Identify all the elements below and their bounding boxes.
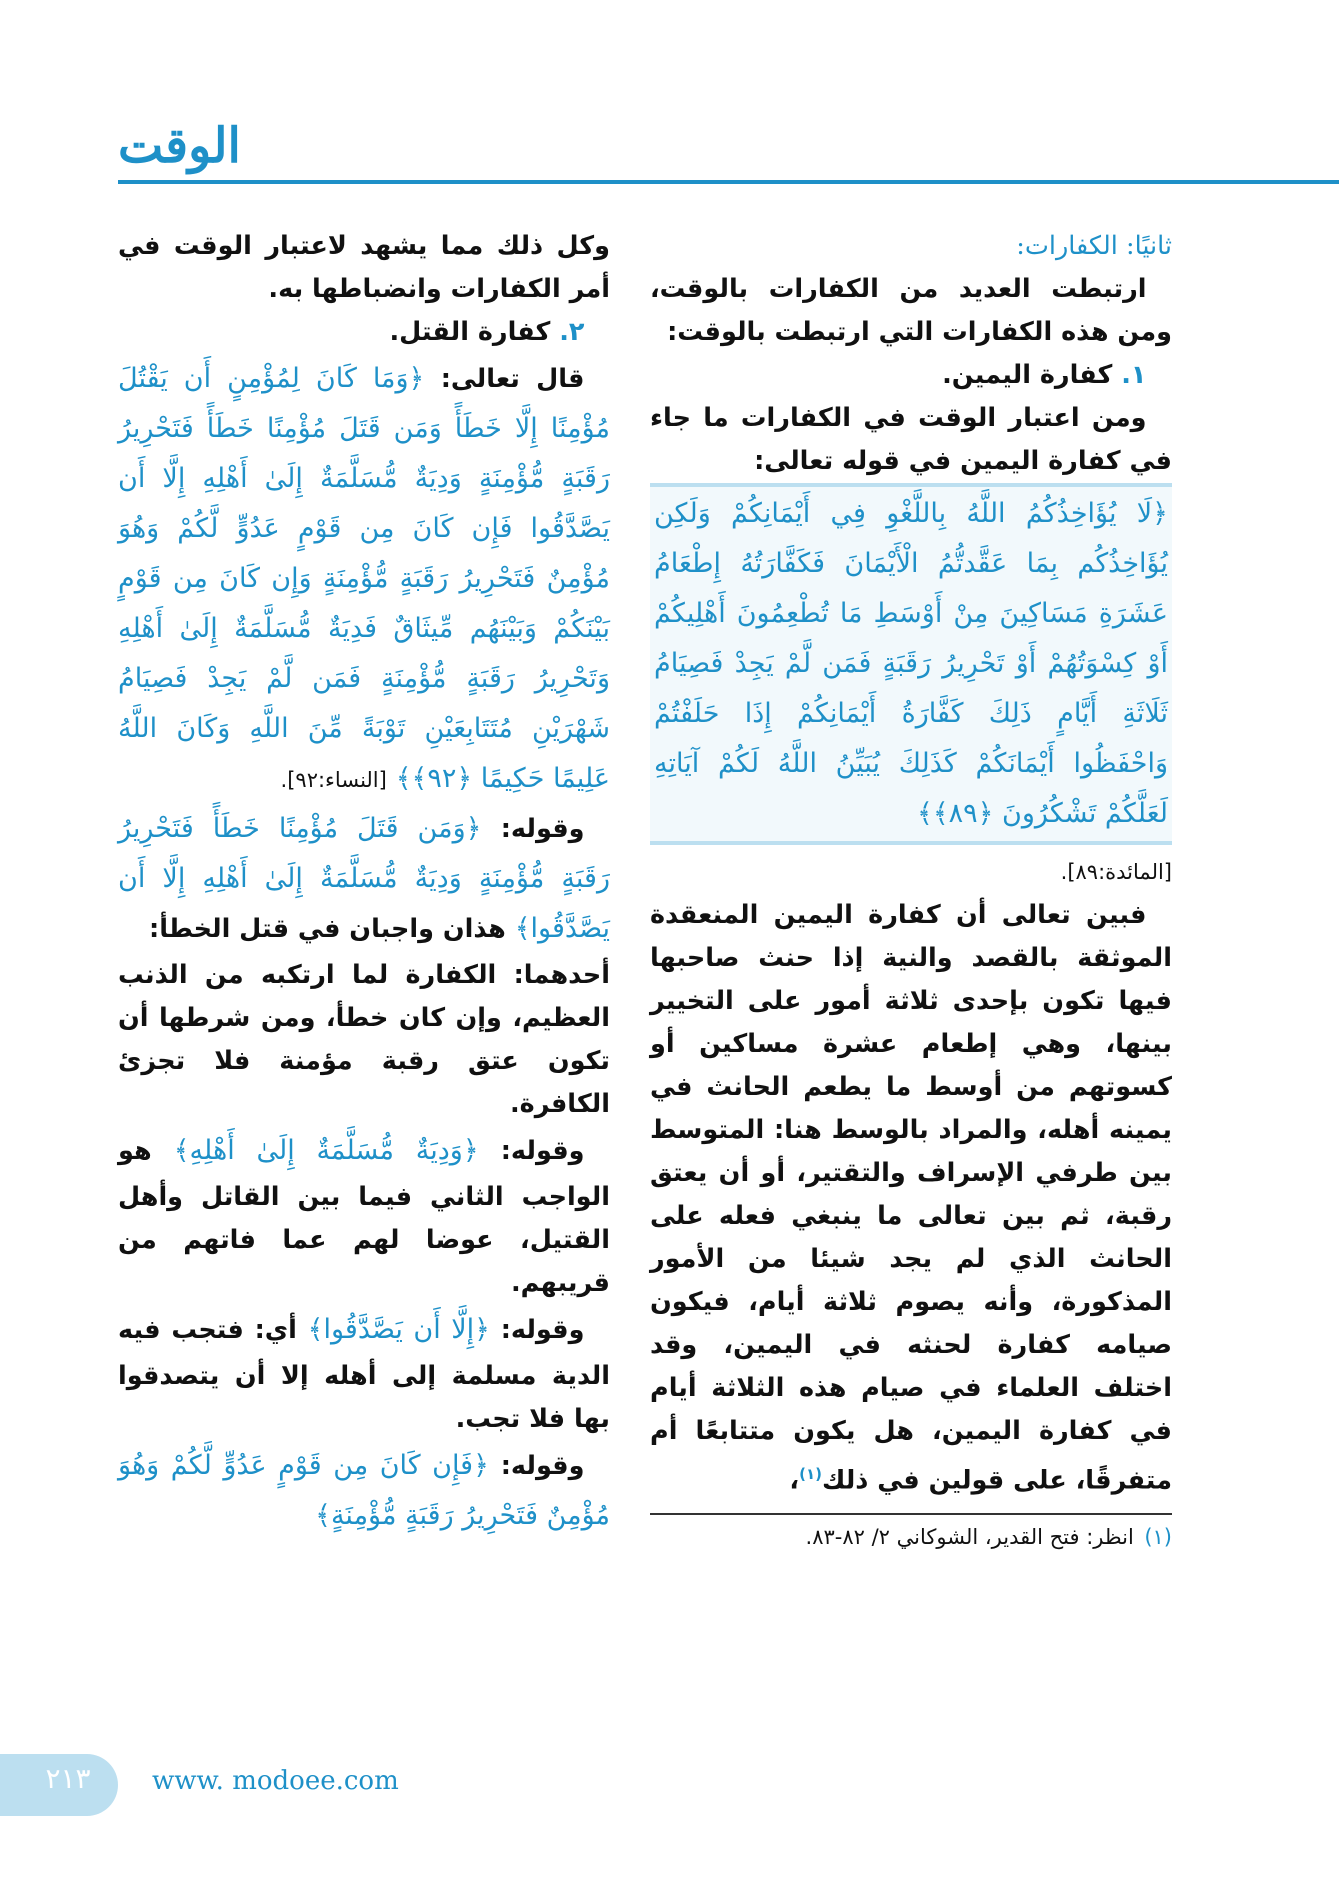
footnote: (١) انظر: فتح القدير، الشوكاني ٢/ ٨٢-٨٣.: [805, 1524, 1172, 1549]
quran-verse: ﴿فَإِن كَانَ مِن قَوْمٍ عَدُوٍّ لَّكُمْ وَهُوَ مُؤْمِنٌ فَتَحْرِيرُ رَقَبَةٍ مُّؤْمِنَةٍ﴾: [118, 1450, 610, 1531]
quran-verse: ﴿وَمَن قَتَلَ مُؤْمِنًا خَطَأً فَتَحْرِيرُ رَقَبَةٍ مُّؤْمِنَةٍ وَدِيَةٌ مُّسَلَّمَةٌ إِلَىٰ أَهْلِهِ إِلَّا أَن يَصَّدَّقُوا﴾: [118, 813, 610, 944]
item2-verse-paragraph: قال تعالى: ﴿وَمَا كَانَ لِمُؤْمِنٍ أَن يَقْتُلَ مُؤْمِنًا إِلَّا خَطَأً وَمَن قَتَلَ مُؤْمِنًا خَطَأً فَتَحْرِيرُ رَقَبَةٍ مُّؤْمِنَةٍ وَدِيَةٌ مُّسَلَّمَةٌ إِلَىٰ أَهْلِهِ إِلَّا أَن يَصَّدَّقُوا فَإِن كَانَ مِن قَوْمٍ عَدُوٍّ لَّكُمْ وَهُوَ مُؤْمِنٌ فَتَحْرِيرُ رَقَبَةٍ مُّؤْمِنَةٍ وَإِن كَانَ مِن قَوْمٍ بَيْنَكُمْ وَبَيْنَهُم مِّيثَاقٌ فَدِيَةٌ مُّسَلَّمَةٌ إِلَىٰ أَهْلِهِ وَتَحْرِيرُ رَقَبَةٍ مُّؤْمِنَةٍ فَمَن لَّمْ يَجِدْ فَصِيَامُ شَهْرَيْنِ مُتَتَابِعَيْنِ تَوْبَةً مِّنَ اللَّهِ وَكَانَ اللَّهُ عَلِيمًا حَكِيمًا ﴿٩٢﴾﴾ [النساء:٩٢].: [118, 363, 610, 794]
item1-heading: ١. كفارة اليمين.: [942, 360, 1147, 390]
header-divider: [118, 180, 1339, 184]
footnote-divider: [650, 1513, 1172, 1515]
qawluhu-paragraph-1: وقوله: ﴿وَمَن قَتَلَ مُؤْمِنًا خَطَأً فَتَحْرِيرُ رَقَبَةٍ مُّؤْمِنَةٍ وَدِيَةٌ مُّسَلَّمَةٌ إِلَىٰ أَهْلِهِ إِلَّا أَن يَصَّدَّقُوا﴾ هذان واجبان في قتل الخطأ:: [118, 813, 610, 944]
left-column: [118, 225, 610, 1541]
verse-reference: [المائدة:٨٩].: [1060, 860, 1172, 884]
item-number: ٢.: [559, 317, 585, 347]
page-title: الوقت: [118, 118, 241, 174]
qawluhu-paragraph-2: وقوله: ﴿وَدِيَةٌ مُّسَلَّمَةٌ إِلَىٰ أَهْلِهِ﴾ هو الواجب الثاني فيما بين القاتل وأهل القتيل، عوضا لهم عما فاتهم من قريبهم.: [118, 1135, 610, 1298]
item-number: ١.: [1121, 360, 1147, 390]
website-link[interactable]: www. modoee.com: [152, 1766, 399, 1796]
explanation-paragraph: فبين تعالى أن كفارة اليمين المنعقدة الموثقة بالقصد والنية إذا حنث صاحبها فيها تكون بإحدى ثلاثة أمور على التخيير بينها، وهي إطعام عشرة مساكين أو كسوتهم من أوسط ما يطعم الحانث في يمينه أهله، والمراد بالوسط هنا: المتوسط بين طرفي الإسراف والتقتير، أو أن يعتق رقبة، ثم بين تعالى ما ينبغي فعله على الحانث الذي لم يجد شيئا من الأمور المذكورة، وأنه يصوم ثلاثة أيام، فيكون صيامه كفارة لحنثه في اليمين، وقد اختلف العلماء في صيام هذه الثلاثة أيام في كفارة اليمين، هل يكون متتابعًا أم متفرقًا، على قولين في ذلك$^{(١)}$،: [650, 900, 1172, 1496]
verse-reference: [النساء:٩٢].: [280, 768, 387, 792]
verse-box-maidah: [650, 483, 1172, 845]
first-duty-paragraph: أحدهما: الكفارة لما ارتكبه من الذنب العظيم، وإن كان خطأ، ومن شرطها أن تكون عتق رقبة مؤمنة فلا تجزئ الكافرة.: [118, 960, 610, 1119]
quran-verse: ﴿وَمَا كَانَ لِمُؤْمِنٍ أَن يَقْتُلَ مُؤْمِنًا إِلَّا خَطَأً وَمَن قَتَلَ مُؤْمِنًا خَطَأً فَتَحْرِيرُ رَقَبَةٍ مُّؤْمِنَةٍ وَدِيَةٌ مُّسَلَّمَةٌ إِلَىٰ أَهْلِهِ إِلَّا أَن يَصَّدَّقُوا فَإِن كَانَ مِن قَوْمٍ عَدُوٍّ لَّكُمْ وَهُوَ مُؤْمِنٌ فَتَحْرِيرُ رَقَبَةٍ مُّؤْمِنَةٍ وَإِن كَانَ مِن قَوْمٍ بَيْنَكُمْ وَبَيْنَهُم مِّيثَاقٌ فَدِيَةٌ مُّسَلَّمَةٌ إِلَىٰ أَهْلِهِ وَتَحْرِيرُ رَقَبَةٍ مُّؤْمِنَةٍ فَمَن لَّمْ يَجِدْ فَصِيَامُ شَهْرَيْنِ مُتَتَابِعَيْنِ تَوْبَةً مِّنَ اللَّهِ وَكَانَ اللَّهُ عَلِيمًا حَكِيمًا ﴿٩٢﴾﴾: [118, 363, 610, 794]
qawluhu-paragraph-4: وقوله: ﴿فَإِن كَانَ مِن قَوْمٍ عَدُوٍّ لَّكُمْ وَهُوَ مُؤْمِنٌ فَتَحْرِيرُ رَقَبَةٍ مُّؤْمِنَةٍ﴾: [118, 1450, 610, 1531]
continuation-paragraph: وكل ذلك مما يشهد لاعتبار الوقت في أمر الكفارات وانضباطها به.: [118, 231, 610, 304]
quran-verse: ﴿وَدِيَةٌ مُّسَلَّمَةٌ إِلَىٰ أَهْلِهِ﴾: [173, 1135, 479, 1166]
right-column: [650, 225, 1172, 1553]
quran-verse: ﴿إِلَّا أَن يَصَّدَّقُوا﴾: [307, 1314, 490, 1345]
qawluhu-paragraph-3: وقوله: ﴿إِلَّا أَن يَصَّدَّقُوا﴾ أي: فتجب فيه الدية مسلمة إلى أهله إلا أن يتصدقوا بها فلا تجب.: [118, 1314, 610, 1434]
quran-verse: ﴿لَا يُؤَاخِذُكُمُ اللَّهُ بِاللَّغْوِ فِي أَيْمَانِكُمْ وَلَكِن يُؤَاخِذُكُم بِمَا عَقَّدتُّمُ الْأَيْمَانَ فَكَفَّارَتُهُ إِطْعَامُ عَشَرَةِ مَسَاكِينَ مِنْ أَوْسَطِ مَا تُطْعِمُونَ أَهْلِيكُمْ أَوْ كِسْوَتُهُمْ أَوْ تَحْرِيرُ رَقَبَةٍ فَمَن لَّمْ يَجِدْ فَصِيَامُ ثَلَاثَةِ أَيَّامٍ ذَلِكَ كَفَّارَةُ أَيْمَانِكُمْ إِذَا حَلَفْتُمْ وَاحْفَظُوا أَيْمَانَكُمْ كَذَلِكَ يُبَيِّنُ اللَّهُ لَكُمْ آيَاتِهِ لَعَلَّكُمْ تَشْكُرُونَ ﴿٨٩﴾﴾: [654, 498, 1168, 829]
footnote-marker[interactable]: (١): [799, 1465, 822, 1483]
page-number: ٢١٣: [45, 1762, 91, 1795]
item1-intro: ومن اعتبار الوقت في الكفارات ما جاء في كفارة اليمين في قوله تعالى:: [650, 403, 1172, 476]
section-heading: ثانيًا: الكفارات:: [1016, 231, 1172, 261]
intro-paragraph: ارتبطت العديد من الكفارات بالوقت، ومن هذه الكفارات التي ارتبطت بالوقت:: [650, 274, 1172, 347]
item2-heading: ٢. كفارة القتل.: [389, 317, 585, 347]
